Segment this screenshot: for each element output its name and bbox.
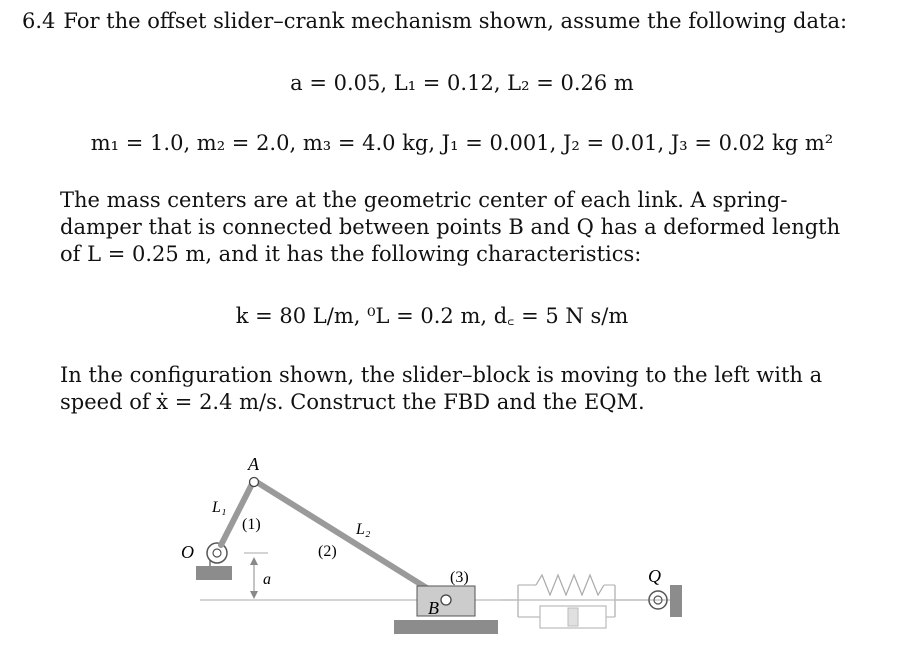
problem-statement: For the offset slider–crank mechanism shown, assume the following data: [63, 9, 848, 33]
label-link-1: (1) [242, 516, 261, 533]
label-link-3: (3) [450, 569, 469, 586]
pin-B [441, 595, 451, 605]
label-a: a [263, 571, 271, 588]
label-L2: L₂ [356, 521, 371, 538]
label-O: O [181, 542, 194, 562]
slider-ground [394, 620, 498, 634]
ground-O [196, 566, 232, 580]
problem-number: 6.4 [22, 9, 56, 33]
damper-piston [568, 608, 578, 626]
dim-a-arrowhead-bottom [250, 591, 258, 599]
dim-a-arrowhead-top [250, 557, 258, 565]
equation-geometry: a = 0.05, L₁ = 0.12, L₂ = 0.26 m [290, 71, 634, 95]
spring-zigzag [536, 575, 604, 595]
label-A: A [248, 454, 259, 474]
label-link-2: (2) [318, 543, 337, 560]
equation-inertia: m₁ = 1.0, m₂ = 2.0, m₃ = 4.0 kg, J₁ = 0.001, J₂ = 0.01, J₃ = 0.02 kg m² [90, 131, 834, 155]
pin-A [250, 478, 259, 487]
label-Q: Q [648, 566, 661, 586]
link-2 [255, 481, 446, 600]
ground-Q [670, 585, 682, 617]
pin-O-inner [213, 549, 221, 557]
paragraph-description: The mass centers are at the geometric center of each link. A spring-damper that is connected between points B and Q has a deformed length of L = 0.25 m, and it has the following characteristics: [60, 188, 841, 266]
paragraph-task: In the configuration shown, the slider–block is moving to the left with a speed of ẋ = 2.4 m/s. Construct the FBD and the EQM. [60, 363, 823, 414]
label-B: B [428, 598, 439, 618]
label-L1: L₁ [212, 499, 227, 516]
equation-spring: k = 80 L/m, ⁰L = 0.2 m, d꜀ = 5 N s/m [235, 304, 629, 328]
